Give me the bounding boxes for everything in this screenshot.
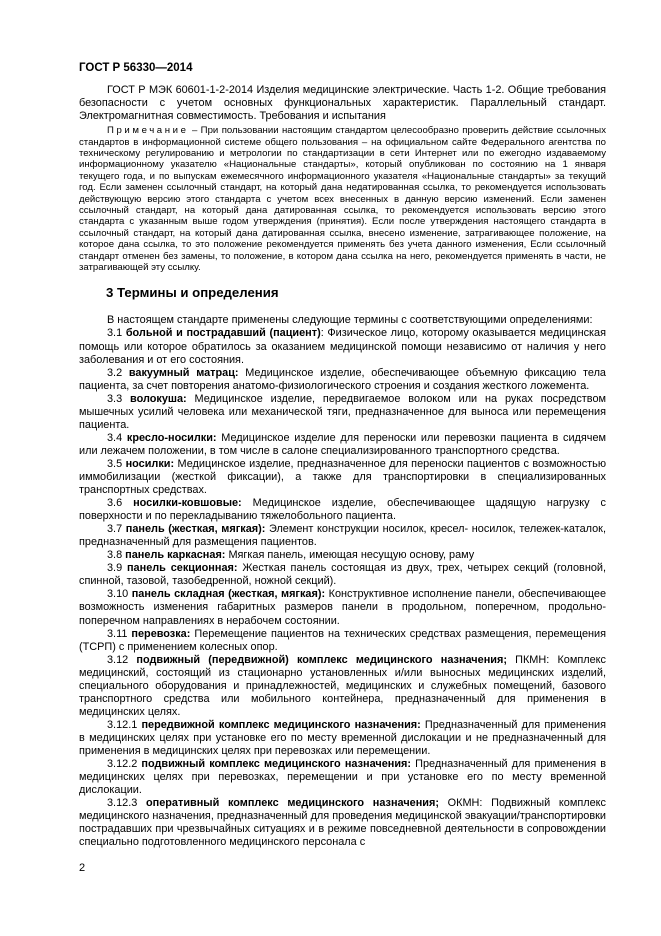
term-entry	[79, 523, 606, 549]
term-name: передвижной комплекс медицинского назначения:	[141, 718, 421, 731]
term-number: 3.11	[107, 627, 128, 640]
term-definition: Медицинское изделие, передвигаемое волоком или на руках посредством мышечных усилий человека или механической тяги, предназначенное для выноса или перемещения пациента.	[79, 392, 606, 431]
term-name: носилки-ковшовые:	[133, 497, 242, 510]
term-number: 3.1	[107, 327, 123, 340]
term-number: 3.3	[107, 392, 123, 405]
term-name: подвижный комплекс медицинского назначения:	[141, 758, 411, 771]
note-paragraph	[79, 125, 606, 273]
term-name: панель секционная:	[126, 562, 238, 575]
term-name: кресло-носилки:	[126, 431, 217, 444]
section-heading: 3 Термины и определения	[106, 285, 279, 301]
terms-list	[79, 327, 606, 849]
term-entry	[79, 719, 606, 758]
term-definition: Медицинское изделие, обеспечивающее щадящую нагрузку с поверхности и по перекладыванию тяжелобольного пациента.	[79, 497, 606, 523]
note-text: – При пользовании настоящим стандартом целесообразно проверить действие ссылочных стандартов в информационной системе общего пользования – на официальном сайте Федерального агентства по техническому регулированию и метрологии по стандартизации в сети Интернет или по ежегодно издаваемому информационному указателю «Национальные стандарты», который опубликован по состоянию на 1 января текущего года, и по выпускам ежемесячного информационного указателя «Национальные стандарты» за текущий год. Если заменен ссылочный стандарт, на который дана недатированная ссылка, то рекомендуется использовать действующую версию этого стандарта с учетом всех внесенных в данную версию изменений. Если заменен ссылочный стандарт, на который дана датированная ссылка, то рекомендуется использовать версию этого стандарта с указанным выше годом утверждения (принятия). Если после утверждения настоящего стандарта в ссылочный стандарт, на который дана датированная ссылка, внесено изменение, затрагивающее положение, на которое дана ссылка, то это положение рекомендуется применять без учета данного изменения, Если ссылочный стандарт отменен без замены, то положение, в котором дана ссылка на него, рекомендуется применять в части, не затрагивающей эту ссылку.	[79, 125, 606, 274]
term-number: 3.5	[107, 457, 123, 470]
term-entry	[79, 654, 606, 719]
term-name: вакуумный матрац:	[128, 366, 239, 379]
term-definition: Мягкая панель, имеющая несущую основу, раму	[225, 549, 475, 562]
term-name: подвижный (передвижной) комплекс медицинского назначения;	[136, 653, 507, 666]
term-entry	[79, 758, 606, 797]
section-intro: В настоящем стандарте применены следующие термины с соответствующими определениями:	[107, 314, 593, 327]
term-entry	[79, 562, 606, 588]
standard-reference: ГОСТ Р МЭК 60601-1-2-2014 Изделия медицинские электрические. Часть 1-2. Общие требования безопасности с учетом основных функциональных характеристик. Параллельный стандарт. Электромагнитная совместимость. Требования и испытания	[79, 84, 606, 123]
term-definition: Медицинское изделие, обеспечивающее объемную фиксацию тела пациента, за счет повторения анатомо-физиологического строения и создания жесткого ложемента.	[79, 366, 606, 392]
term-definition: ПКМН: Комплекс медицинский, состоящий из стационарно установленных и/или выносных медицинских изделий, специального оборудования и принадлежностей, медицинских и служебных помещений, базового транспортного средства или мобильного контейнера, предназначенный для применения в медицинских целях.	[79, 653, 606, 718]
term-entry	[79, 797, 606, 849]
term-number: 3.7	[107, 523, 123, 536]
document-code-header: ГОСТ Р 56330—2014	[79, 62, 193, 74]
term-name: панель (жесткая, мягкая):	[125, 523, 266, 536]
term-number: 3.10	[107, 588, 129, 601]
term-entry	[79, 497, 606, 523]
term-separator: :	[320, 327, 324, 340]
term-entry	[79, 393, 606, 432]
term-entry	[79, 549, 606, 562]
page-number: 2	[79, 862, 86, 874]
term-entry	[79, 588, 606, 627]
term-number: 3.12.3	[107, 797, 138, 810]
term-entry	[79, 628, 606, 654]
term-definition: Жесткая панель состоящая из двух, трех, четырех секций (головной, спинной, тазовой, тазобедренной, ножной секций).	[79, 562, 606, 588]
term-entry	[79, 367, 606, 393]
term-name: перевозка:	[131, 627, 191, 640]
document-body	[79, 84, 606, 849]
term-definition: Перемещение пациентов на технических средствах размещения, перемещения (ТСРП) с применением колесных опор.	[79, 627, 607, 653]
term-number: 3.12.1	[107, 718, 138, 731]
note-label: Примечание	[107, 125, 189, 137]
term-name: больной и пострадавший (пациент)	[125, 327, 321, 340]
term-number: 3.9	[107, 562, 123, 575]
term-name: носилки:	[125, 457, 175, 470]
term-name: панель каркасная:	[125, 549, 226, 562]
term-entry	[79, 458, 606, 497]
term-number: 3.4	[107, 431, 123, 444]
term-definition: Элемент конструкции носилок, кресел- носилок, тележек-каталок, предназначенный для размещения пациентов.	[79, 523, 606, 549]
term-name: оперативный комплекс медицинского назначения;	[145, 797, 439, 810]
term-number: 3.12	[107, 653, 129, 666]
term-number: 3.8	[107, 549, 123, 562]
term-name: панель складная (жесткая, мягкая):	[131, 588, 326, 601]
term-definition: Конструктивное исполнение панели, обеспечивающее возможность изменения габаритных размеров панели в продольном, поперечном, продольно-поперечном направлениях в нерабочем состоянии.	[79, 588, 607, 627]
term-number: 3.6	[107, 497, 123, 510]
term-definition: Физическое лицо, которому оказывается медицинская помощь или которое обратилось за оказанием медицинской помощи независимо от наличия у него заболевания и от его состояния.	[79, 327, 607, 366]
term-entry	[79, 327, 606, 366]
term-name: волокуша:	[130, 392, 187, 405]
term-definition: Предназначенный для применения в медицинских целях при установке его по месту временной дислокации и не предназначенный для применения в медицинских целях при перевозках или перемещении.	[79, 718, 606, 757]
term-entry	[79, 432, 606, 458]
term-number: 3.2	[107, 366, 123, 379]
term-definition: Медицинское изделие для переноски или перевозки пациента в сидячем или лежачем положении, в том числе в салоне специализированного транспортного средства.	[79, 431, 606, 457]
term-definition: Предназначенный для применения в медицинских целях при перевозках, перемещении и при установке его по месту временной дислокации.	[79, 758, 606, 797]
term-number: 3.12.2	[107, 758, 138, 771]
term-definition: Медицинское изделие, предназначенное для переноски пациентов с возможностью иммобилизации (жесткой фиксации), а также для транспортировки в специализированных транспортных средствах.	[79, 457, 606, 497]
term-definition: ОКМН: Подвижный комплекс медицинского назначения, предназначенный для проведения медицинской эвакуации/транспортировки пострадавших при чрезвычайных ситуациях и в режиме повседневной деятельности в сопровождении специально подготовленного медицинского персонала с	[79, 797, 606, 849]
